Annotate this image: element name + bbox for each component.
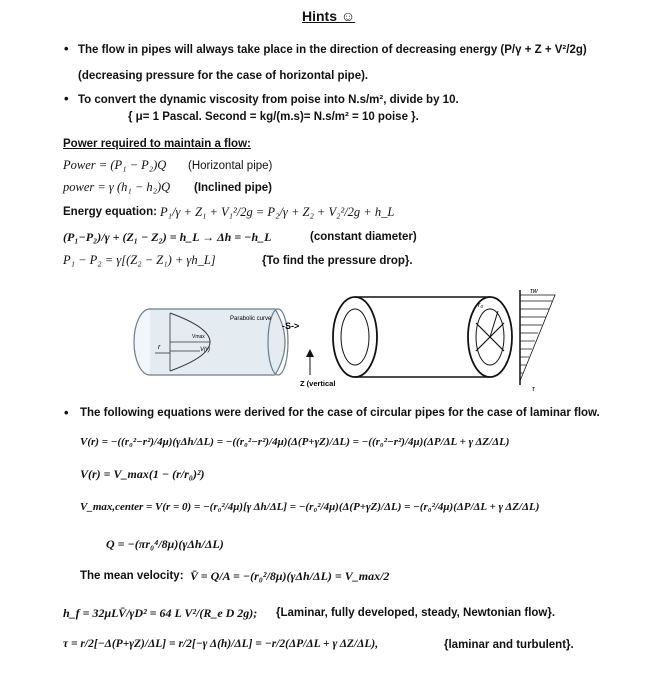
mean-velocity-eq: V̄ = Q/A = −(r₀²/8μ)(γΔh/ΔL) = V_max/2: [190, 569, 390, 583]
shear-stress-note: {laminar and turbulent}.: [444, 639, 574, 651]
power-note-inclined: (Inclined pipe): [194, 182, 272, 194]
pressure-drop-eq: P₁ − P₂ = γ[(Z₂ − Z₁) + γh_L]: [63, 253, 216, 267]
bullet-dot: •: [64, 405, 69, 420]
bullet-text-energy: The flow in pipes will always take place in the direction of decreasing energy (P/γ + Z + V²/2g): [78, 44, 587, 56]
shear-stress-profile: [520, 290, 555, 385]
power-heading: Power required to maintain a flow:: [63, 138, 251, 150]
bullet-dot: •: [64, 91, 69, 106]
constant-diameter-eq: (P₁−P₂)/γ + (Z₁ − Z₂) = h_L → Δh = −h_L: [63, 230, 272, 244]
vmax-label: Vmax: [192, 334, 205, 340]
power-note-horizontal: (Horizontal pipe): [188, 160, 273, 172]
z-direction-label: Z (vertical: [300, 379, 336, 388]
tau-wall-label: τw: [530, 288, 538, 295]
vr-label: V(r): [200, 347, 210, 353]
s-direction-label: -S->: [282, 321, 300, 331]
velocity-max-ratio-eq: V(r) = V_max(1 − (r/r₀)²): [80, 467, 205, 481]
laminar-intro: The following equations were derived for the case of circular pipes for the case of laminar flow.: [80, 407, 600, 419]
bullet-text-viscosity: To convert the dynamic viscosity from poise into N.s/m², divide by 10.: [78, 94, 459, 106]
page-title: Hints ☺: [302, 8, 356, 24]
vmax-center-eq: V_max,center = V(r = 0) = −(r₀²/4μ)[γ Δh/ΔL] = −(r₀²/4μ)(Δ(P+γZ)/ΔL) = −(r₀²/4μ)(ΔP/ΔL + γ ΔZ/ΔL): [80, 501, 540, 513]
parabolic-label: Parabolic curve: [230, 316, 272, 322]
bullet-dot: •: [64, 41, 69, 56]
energy-equation: P₁/γ + Z₁ + V₁²/2g = P₂/γ + Z₂ + V₂²/2g + h_L: [160, 205, 395, 219]
bullet-text-horizontal: (decreasing pressure for the case of horizontal pipe).: [78, 70, 369, 82]
constant-diameter-note: (constant diameter): [310, 231, 417, 243]
shear-stress-eq: τ = r/2[−Δ(P+γZ)/ΔL] = r/2[−γ Δ(h)/ΔL] = −r/2(ΔP/ΔL + γ ΔZ/ΔL),: [63, 638, 379, 650]
head-loss-note: {Laminar, fully developed, steady, Newtonian flow}.: [276, 607, 556, 619]
pipe-cylinder-diagram: [333, 297, 512, 377]
pressure-drop-note: {To find the pressure drop}.: [262, 255, 413, 267]
pipe-flow-figure: [100, 285, 580, 395]
flow-rate-eq: Q = −(πr₀⁴/8μ)(γΔh/ΔL): [106, 537, 224, 551]
viscosity-units: { μ= 1 Pascal. Second = kg/(m.s)= N.s/m² = 10 poise }.: [128, 111, 419, 123]
power-eq-horizontal: Power = (P₁ − P₂)Q: [63, 158, 167, 172]
mean-velocity-label: The mean velocity:: [80, 570, 184, 582]
energy-eq-label: Energy equation:: [63, 206, 157, 218]
ro-label: r₀: [478, 302, 484, 309]
power-eq-inclined: power = γ (h₁ − h₂)Q: [63, 180, 171, 194]
tau-bottom-label: τ: [532, 386, 535, 393]
velocity-profile-eq: V(r) = −((r₀²−r²)/4μ)(γΔh/ΔL) = −((r₀²−r²)/4μ)(Δ(P+γZ)/ΔL) = −((r₀²−r²)/4μ)(ΔP/ΔL + γ ΔZ/ΔL): [80, 436, 510, 448]
head-loss-eq: h_f = 32μLV̄/γD² = 64 L V²/(R_e D 2g);: [63, 606, 258, 620]
r-label: r: [158, 344, 161, 351]
